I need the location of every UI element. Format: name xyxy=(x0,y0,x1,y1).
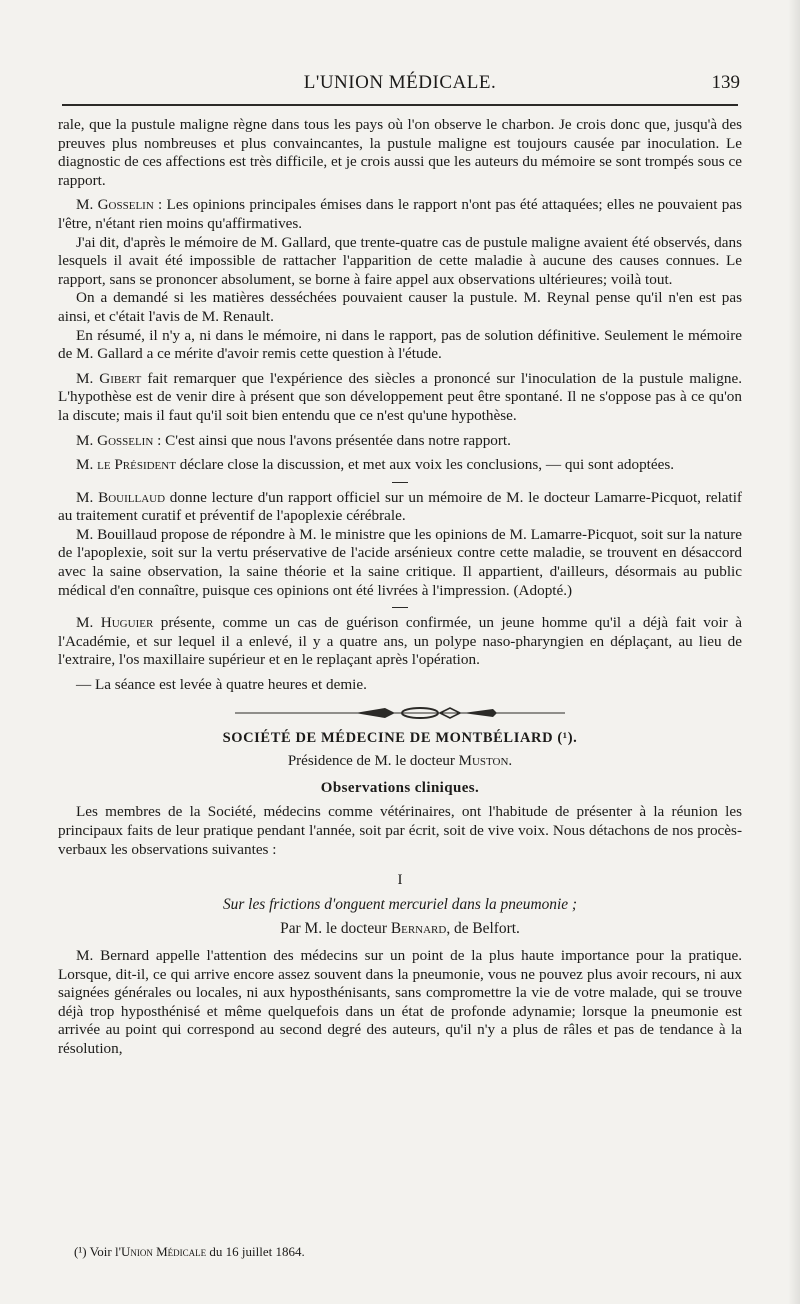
paragraph-gosselin-1 xyxy=(58,196,742,233)
footnote-suffix: du 16 juillet 1864. xyxy=(206,1244,305,1259)
page-header xyxy=(60,68,740,102)
presidence-suffix: . xyxy=(508,753,513,770)
paragraph-reynal: On a demandé si les matières desséchées pouvaient causer la pustule. M. Reynal pense qu'il n'en est pas ainsi, et c'était l'avis de M. Renault. xyxy=(58,289,742,325)
paragraph-gibert xyxy=(58,370,742,426)
header-rule xyxy=(62,104,738,106)
speaker-name: M. le Président xyxy=(76,456,176,474)
paragraph-gosselin-2 xyxy=(58,432,742,451)
paragraph-bouillaud-2: M. Bouillaud propose de répondre à M. le ministre que les opinions de M. Lamarre-Picquot, soit sur la nature de l'apoplexie, soit sur la vertu préservative de l'acide arsénieux contre cette maladie, se trouvent en désaccord avec la saine observation, la saine théorie et la saine critique. Il appartient, d'ailleurs, désormais au public médical d'en connaître, puisque ces opinions ont été livrées à l'impression. (Adopté.) xyxy=(58,525,742,599)
speaker-name: M. Huguier xyxy=(76,614,154,632)
presidence-line xyxy=(58,752,742,771)
section-numeral: I xyxy=(397,872,403,889)
presidence-prefix: Présidence de M. le docteur xyxy=(287,753,459,770)
section-text: M. Bernard appelle l'attention des médecins sur un point de la plus haute importance pour la pratique. Lorsque, dit-il, ce qui arrive encore assez souvent dans la pneumonie, vous ne pouvez plus avoir recours, ni aux saignées générales ou locales, ni aux hyposthénisants, sans compromettre la vie de votre malade, qui se trouve déjà trop hyposthénisé et même quelquefois dans un état de profonde adynamie; lorsque la pneumonie est arrivée au point qui correspond au second degré des auteurs, qu'il n'y a plus de râles et pas de tendance à la résolution, xyxy=(58,946,742,1057)
section-title: Sur les frictions d'onguent mercuriel dans la pneumonie ; xyxy=(222,895,578,913)
section-author xyxy=(58,920,742,939)
society-intro: Les membres de la Société, médecins comme vétérinaires, ont l'habitude de présenter à la réunion les principaux faits de leur pratique pendant l'année, soit par écrit, soit de vive voix. Nous détachons de nos procès-verbaux les observations suivantes : xyxy=(58,803,742,858)
paragraph-gallard: J'ai dit, d'après le mémoire de M. Gallard, que trente-quatre cas de pustule maligne avaient été observés, dans lesquels il avait été impossible de rattacher l'apparition de cette maladie à aucune des causes connues. Le rapport, sans se prononcer absolument, se borne à faire appel aux observations ultérieures; voilà tout. xyxy=(58,233,742,288)
paragraph-huguier xyxy=(58,614,742,670)
footnote-journal: Union Médicale xyxy=(120,1244,207,1259)
paragraph-text: donne lecture d'un rapport officiel sur un mémoire de M. le docteur Lamarre-Picquot, relatif au traitement curatif et préventif de l'apoplexie cérébrale. xyxy=(58,488,742,525)
footnote xyxy=(74,1244,734,1260)
president-name: Muston xyxy=(458,753,509,770)
ornament-divider xyxy=(235,705,565,721)
separator-dash xyxy=(392,607,408,608)
page-edge-shadow xyxy=(788,0,800,1304)
society-title: SOCIÉTÉ DE MÉDECINE DE MONTBÉLIARD (¹). xyxy=(222,729,578,746)
paragraph-text: déclare close la discussion, et met aux voix les conclusions, — qui sont adoptées. xyxy=(175,456,675,474)
author-prefix: Par M. le docteur xyxy=(280,920,391,938)
footnote-prefix: (¹) Voir l' xyxy=(74,1244,121,1259)
speaker-name: M. Gibert xyxy=(76,369,142,387)
running-title: L'UNION MÉDICALE. xyxy=(303,72,497,93)
speaker-name: M. Bouillaud xyxy=(76,488,166,506)
paragraph-bouillaud-1 xyxy=(58,489,742,526)
author-name: Bernard xyxy=(390,920,447,938)
paragraph-resume: En résumé, il n'y a, ni dans le mémoire, ni dans le rapport, pas de solution définitive. Seulement le mémoire de M. Gallard a ce mérite d'avoir remis cette question à l'étude. xyxy=(58,326,742,363)
page-body xyxy=(58,116,742,1059)
speaker-name: M. Gosselin : xyxy=(76,431,162,449)
paragraph-seance-levee: — La séance est levée à quatre heures et demie. xyxy=(76,676,367,694)
author-suffix: , de Belfort. xyxy=(446,920,520,938)
paragraph-president xyxy=(58,456,742,475)
paragraph-1: rale, que la pustule maligne règne dans tous les pays où l'on observe le charbon. Je crois donc que, jusqu'à des preuves plus nombreuses et plus convaincantes, la pustule maligne est toujours causée par inoculation. Le diagnostic de ces affections est très difficile, et je crois aussi que les auteurs du mémoire se sont trompés sous ce rapport. xyxy=(58,116,742,189)
paragraph-text: Les opinions principales émises dans le rapport n'ont pas été attaquées; elles ne pouvaient pas l'être, n'étant rien moins qu'affirmatives. xyxy=(58,196,743,232)
speaker-name: M. Gosselin : xyxy=(76,196,163,214)
separator-dash xyxy=(392,482,408,483)
paragraph-text: fait remarquer que l'expérience des siècles a prononcé sur l'inoculation de la pustule maligne. L'hypothèse est de venir dire à présent que son développement peut être spontané. Il ne s'oppose pas à ce qu'on la discute; mais il faut qu'il soit bien entendu que ce n'est qu'une hypothèse. xyxy=(58,369,742,424)
paragraph-text: présente, comme un cas de guérison confirmée, un jeune homme qu'il a déjà fait voir à l'Académie, et sur lequel il a enlevé, il y a quatre ans, un polype naso-pharyngien en déplaçant, au lieu de l'extraire, l'os maxillaire supérieur et en le replaçant après l'opération. xyxy=(58,614,742,669)
paragraph-text: C'est ainsi que nous l'avons présentée dans notre rapport. xyxy=(161,431,511,449)
page-number: 139 xyxy=(711,72,740,93)
observations-heading: Observations cliniques. xyxy=(320,779,480,796)
